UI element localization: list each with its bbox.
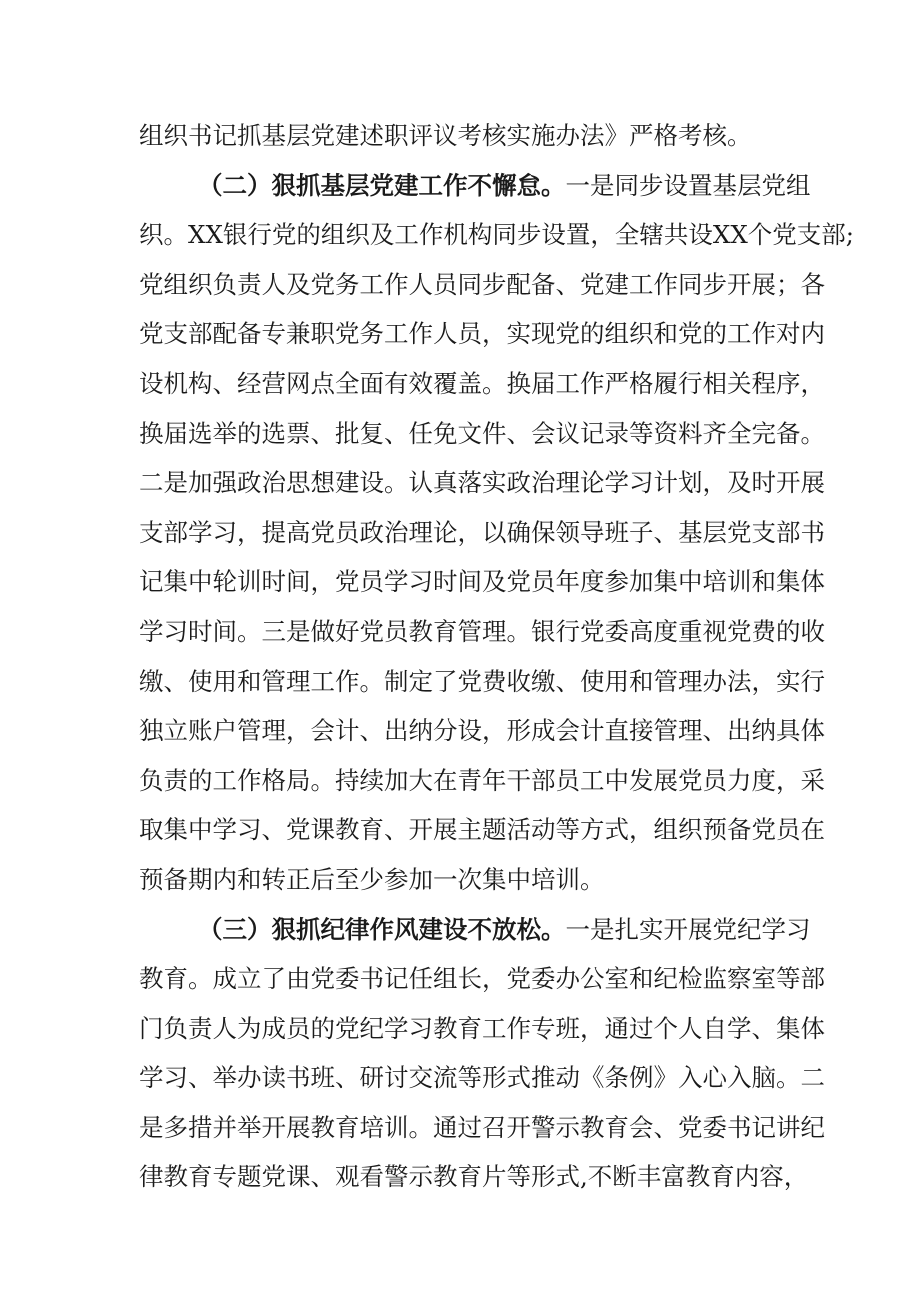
section-2-lead-text: 一是同步设置基层党组 xyxy=(565,170,811,200)
text-line: 二是加强政治思想建设。认真落实政治理论学习计划，及时开展 xyxy=(139,468,825,498)
section-2-heading: （二）狠抓基层党建工作不懈怠。 xyxy=(198,170,566,200)
text-line: 是多措并举开展教育培训。通过召开警示教育会、党委书记讲纪 xyxy=(139,1112,825,1142)
text-line: 预备期内和转正后至少参加一次集中培训。 xyxy=(139,864,605,894)
text-line: 缴、使用和管理工作。制定了党费收缴、使用和管理办法，实行 xyxy=(139,666,825,696)
text-line: 负责的工作格局。持续加大在青年干部员工中发展党员力度，采 xyxy=(139,765,825,795)
text-line: 学习、举办读书班、研讨交流等形式推动《条例》入心入脑。二 xyxy=(139,1063,825,1093)
text-line: 换届选举的选票、批复、任免文件、会议记录等资料齐全完备。 xyxy=(139,418,825,448)
text-line: 织。XX银行党的组织及工作机构同步设置，全辖共设XX个党支部; xyxy=(139,220,855,250)
text-line: 设机构、经营网点全面有效覆盖。换届工作严格履行相关程序， xyxy=(139,368,825,398)
section-3-first-line xyxy=(139,905,811,955)
text-line: 律教育专题党课、观看警示教育片等形式,不断丰富教育内容， xyxy=(139,1162,809,1192)
text-line: 取集中学习、党课教育、开展主题活动等方式，组织预备党员在 xyxy=(139,815,825,845)
text-line: 党组织负责人及党务工作人员同步配备、党建工作同步开展；各 xyxy=(139,269,825,299)
text-line: 学习时间。三是做好党员教育管理。银行党委高度重视党费的收 xyxy=(139,616,825,646)
text-line: 组织书记抓基层党建述职评议考核实施办法》严格考核。 xyxy=(139,121,752,150)
text-line: 独立账户管理，会计、出纳分设，形成会计直接管理、出纳具体 xyxy=(139,716,825,746)
text-line: 教育。成立了由党委书记任组长，党委办公室和纪检监察室等部 xyxy=(139,964,825,994)
text-line: 记集中轮训时间，党员学习时间及党员年度参加集中培训和集体 xyxy=(139,567,825,597)
section-2-first-line xyxy=(139,161,811,211)
text-line: 党支部配备专兼职党务工作人员，实现党的组织和党的工作对内 xyxy=(139,319,825,349)
section-3-lead-text: 一是扎实开展党纪学习 xyxy=(565,914,811,944)
section-3-heading: （三）狠抓纪律作风建设不放松。 xyxy=(198,914,566,944)
text-line: 门负责人为成员的党纪学习教育工作专班，通过个人自学、集体 xyxy=(139,1013,825,1043)
body-text xyxy=(139,111,855,1202)
text-line: 支部学习，提高党员政治理论，以确保领导班子、基层党支部书 xyxy=(139,517,825,547)
